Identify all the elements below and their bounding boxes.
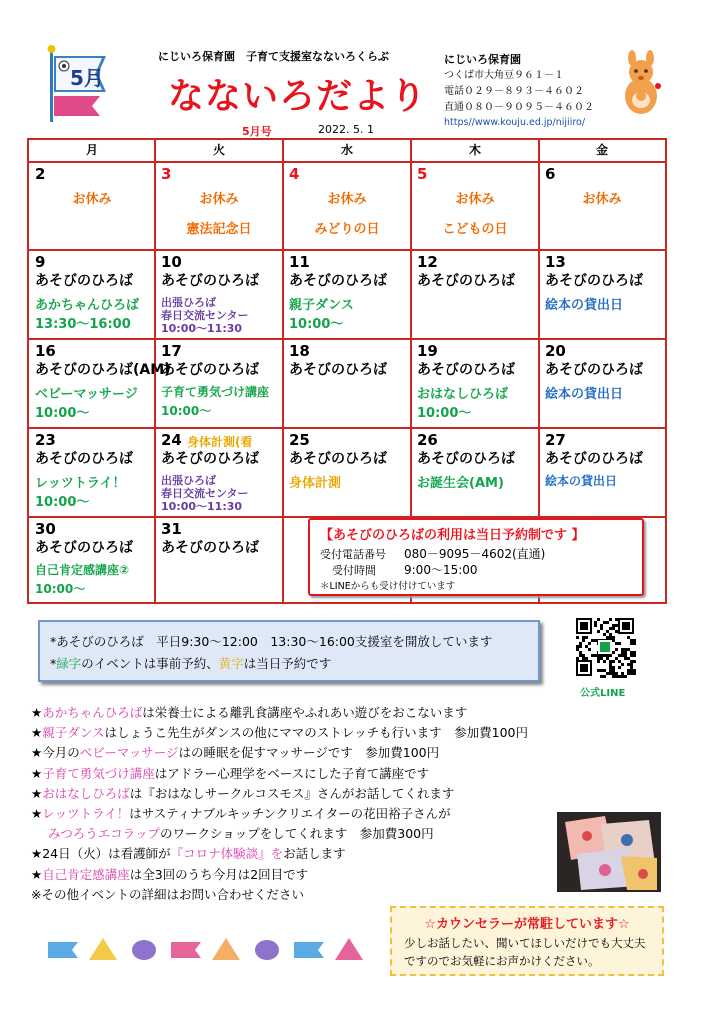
- calendar-day-cell: [285, 341, 409, 426]
- event-label: 10:00～: [289, 317, 344, 332]
- decoration-iris-icon: [132, 940, 156, 960]
- activity-main: あそびのひろば: [417, 451, 515, 467]
- note-bullet: ※: [31, 886, 42, 902]
- event-label: 13:30～16:00: [35, 317, 131, 332]
- activity-main: あそびのひろば: [289, 362, 387, 378]
- event-label: 10:00～11:30: [161, 500, 243, 513]
- day-number: 4: [289, 165, 300, 183]
- event-label: 10:00～: [35, 406, 90, 421]
- note-text: はサスティナブルキッチンクリエイターの花田裕子さんが: [129, 806, 451, 821]
- holiday-label: お休み: [327, 192, 367, 207]
- holiday-label: 憲法記念日: [186, 222, 252, 237]
- note-line: [31, 723, 528, 743]
- counselor-title: ☆カウンセラーが常駐しています☆: [424, 917, 630, 932]
- day-number: 13: [545, 253, 566, 271]
- activity-main: あそびのひろば: [545, 273, 643, 289]
- grid-hline: [29, 161, 665, 163]
- activity-main: あそびのひろば: [35, 540, 133, 556]
- calendar-day-cell: [413, 430, 537, 515]
- day-number: 25: [289, 431, 310, 449]
- info-line-legend: *緑字のイベントは事前予約、黄字は当日予約です: [50, 656, 332, 671]
- day-number: 5: [417, 165, 428, 183]
- calendar-day-cell: [157, 252, 281, 337]
- weekday-header: 月: [85, 143, 98, 157]
- holiday-label: お休み: [582, 192, 622, 207]
- day-number: 27: [545, 431, 566, 449]
- decoration-tri-icon: [212, 938, 240, 960]
- note-line: [31, 764, 429, 784]
- event-label: レッツトライ！: [35, 476, 126, 491]
- day-number: 31: [161, 520, 182, 538]
- contact-address: つくば市大角豆９６１－１: [444, 70, 564, 81]
- day-number: 6: [545, 165, 556, 183]
- activity-main: あそびのひろば(AM): [35, 362, 171, 378]
- event-label: ベビーマッサージ: [35, 387, 138, 402]
- holiday-label: お休み: [455, 192, 495, 207]
- decoration-tri-icon: [89, 938, 117, 960]
- website-link[interactable]: https//www.kouju.ed.jp/nijiiro/: [444, 117, 586, 128]
- issue-date: 2022. 5. 1: [318, 123, 374, 136]
- calendar-day-cell: [31, 519, 153, 600]
- event-label: おはなしひろば: [417, 387, 509, 402]
- activity-main: あそびのひろば: [161, 451, 259, 467]
- note-highlight: 『コロナ体験談』を: [170, 846, 284, 862]
- event-label: 子育て勇気づけ講座: [161, 385, 270, 399]
- event-label: 春日交流センター: [161, 309, 249, 322]
- calendar-day-cell: [157, 341, 281, 426]
- day-number: 30: [35, 520, 56, 538]
- day-number: 3: [161, 165, 172, 183]
- event-label: 10:00～11:30: [161, 322, 243, 335]
- event-label: 絵本の貸出日: [545, 298, 624, 313]
- note-line: [31, 703, 467, 723]
- reservation-title: 【あそびのひろばの利用は当日予約制です 】: [320, 528, 585, 543]
- qr-code-icon[interactable]: [574, 616, 636, 678]
- note-bullet: ★: [31, 745, 43, 761]
- event-label: お誕生会(AM): [417, 476, 504, 491]
- day-number: 17: [161, 342, 182, 360]
- reservation-note: ＊LINEからも受け付けています: [320, 581, 456, 592]
- day-number: 23: [35, 431, 56, 449]
- activity-main: あそびのひろば: [545, 451, 643, 467]
- note-line: [31, 784, 454, 804]
- calendar-day-cell: [413, 341, 537, 426]
- reservation-phone-value: 080－9095－4602(直通): [404, 547, 546, 561]
- calendar-day-cell: [31, 430, 153, 515]
- decoration-border-icon: [44, 936, 374, 964]
- day-number: 10: [161, 253, 182, 271]
- day-number: 26: [417, 431, 438, 449]
- activity-main: あそびのひろば: [417, 273, 515, 289]
- activity-main: あそびのひろば: [35, 451, 133, 467]
- event-label: 自己肯定感講座②: [35, 563, 130, 577]
- organization-line: にじいろ保育園 子育て支援室なないろくらぶ: [158, 50, 389, 63]
- badge-month: 5月: [70, 66, 104, 90]
- calendar-day-cell: [157, 164, 281, 248]
- note-highlight: 子育て勇気づけ講座: [42, 765, 155, 781]
- activity-main: あそびのひろば: [289, 451, 387, 467]
- reservation-phone-label: 受付電話番号: [320, 548, 386, 561]
- note-prefix: 今月の: [42, 745, 80, 761]
- counselor-box: [390, 906, 664, 976]
- weekday-header: 水: [340, 143, 353, 157]
- note-highlight: 自己肯定感講座: [42, 866, 130, 882]
- note-bullet: ★: [31, 806, 43, 821]
- note-prefix: 24日（火）は看護師が: [42, 846, 171, 862]
- note-line: [31, 743, 439, 763]
- note-text: その他イベントの詳細はお問い合わせください: [41, 886, 304, 902]
- event-label: 春日交流センター: [161, 487, 249, 500]
- weekday-header: 金: [595, 143, 608, 157]
- activity-main: あそびのひろば: [545, 362, 643, 378]
- decoration-fish-icon: [48, 942, 78, 958]
- contact-name: にじいろ保育園: [444, 53, 521, 66]
- note-highlight: 親子ダンス: [42, 725, 105, 741]
- note-line: [31, 885, 304, 905]
- event-label: 10:00～: [35, 582, 86, 596]
- note-line: [31, 865, 308, 885]
- event-label: 出張ひろば: [161, 296, 216, 309]
- note-highlight: ベビーマッサージ: [79, 745, 179, 761]
- kangaroo-mascot-icon: [615, 52, 667, 118]
- reservation-time-label: 受付時間: [332, 564, 376, 577]
- note-line: [31, 804, 451, 824]
- qr-label: 公式LINE: [580, 688, 626, 699]
- activity-main: あそびのひろば: [289, 273, 387, 289]
- note-bullet: ★: [31, 705, 43, 720]
- contact-direct: 直通０８０－９０９５－４６０２: [444, 102, 594, 113]
- activity-main: あそびのひろば: [161, 273, 259, 289]
- event-label: 身体計測: [289, 476, 342, 491]
- note-bullet: ★: [31, 846, 43, 862]
- decoration-iris-icon: [255, 940, 279, 960]
- day-number: 9: [35, 253, 46, 271]
- grid-vline: [282, 140, 284, 602]
- weekday-header: 木: [468, 143, 481, 157]
- day-note: 身体計測(看: [187, 435, 253, 449]
- issue-label: 5月号: [242, 125, 272, 138]
- grid-hline: [29, 338, 665, 340]
- note-text: はしょうこ先生がダンスの他にママのストレッチも行います 参加費100円: [104, 725, 528, 741]
- note-highlight: みつろうエコラップ: [48, 826, 161, 842]
- legend-green: 緑字: [56, 656, 82, 671]
- day-number: 19: [417, 342, 438, 360]
- day-number: 20: [545, 342, 566, 360]
- note-highlight: おはなしひろば: [42, 785, 130, 801]
- contact-block: [444, 52, 594, 116]
- note-line: [31, 844, 346, 864]
- calendar-day-cell: [413, 252, 537, 337]
- event-label: 絵本の貸出日: [545, 387, 624, 402]
- weekday-header: 火: [212, 143, 225, 157]
- holiday-label: お休み: [199, 192, 239, 207]
- event-label: 出張ひろば: [161, 474, 216, 487]
- event-label: 10:00～: [35, 495, 90, 510]
- decoration-fish-icon: [171, 942, 201, 958]
- event-label: 10:00～: [161, 404, 212, 418]
- note-bullet: ★: [31, 785, 43, 801]
- decoration-fish-icon: [294, 942, 324, 958]
- note-highlight: レッツトライ！: [42, 806, 130, 821]
- day-number: 18: [289, 342, 310, 360]
- note-bullet: ★: [31, 866, 43, 882]
- reservation-box: [308, 518, 644, 596]
- reservation-time-value: 9:00～15:00: [404, 563, 478, 577]
- calendar-day-cell: [541, 430, 663, 515]
- calendar-day-cell: [541, 252, 663, 337]
- holiday-label: みどりの日: [314, 222, 380, 237]
- newsletter-title: なないろだより: [168, 76, 428, 117]
- day-number: 16: [35, 342, 56, 360]
- contact-phone: 電話０２９－８９３－４６０２: [444, 86, 584, 97]
- holiday-label: こどもの日: [442, 222, 508, 237]
- calendar-day-cell: [285, 430, 409, 515]
- info-line-hours: *あそびのひろば 平日9:30～12:00 13:30～16:00支援室を開放しています: [50, 634, 493, 649]
- info-box: [38, 620, 540, 682]
- note-bullet: ★: [31, 765, 43, 781]
- grid-hline: [29, 249, 665, 251]
- event-label: 10:00～: [417, 406, 472, 421]
- note-line: [48, 824, 434, 844]
- beeswax-wrap-photo: [557, 812, 661, 892]
- activity-main: あそびのひろば: [417, 362, 515, 378]
- note-text: は全3回のうち今月は2回目です: [129, 866, 309, 882]
- decoration-tri-icon: [335, 938, 363, 960]
- activity-main: あそびのひろば: [161, 540, 259, 556]
- note-text: のワークショップをしてくれます 参加費300円: [160, 826, 434, 842]
- calendar-day-cell: [31, 164, 153, 248]
- calendar-day-cell: [157, 519, 281, 600]
- note-text: お話します: [283, 846, 346, 862]
- day-number: 2: [35, 165, 46, 183]
- calendar-day-cell: [31, 252, 153, 337]
- counselor-body: 少しお話したい、聞いてほしいだけでも大丈夫ですのでお気軽にお声かけください。: [404, 936, 646, 968]
- grid-hline: [29, 427, 665, 429]
- calendar-day-cell: [31, 341, 171, 426]
- event-label: 親子ダンス: [289, 298, 354, 313]
- calendar-day-cell: [285, 252, 409, 337]
- event-label: 絵本の貸出日: [545, 474, 618, 488]
- note-bullet: ★: [31, 725, 43, 741]
- day-number: 11: [289, 253, 310, 271]
- activity-main: あそびのひろば: [161, 362, 259, 378]
- event-label: あかちゃんひろば: [35, 298, 140, 313]
- day-number: 24: [161, 431, 182, 449]
- legend-yellow: 黄字: [218, 656, 244, 671]
- note-text: は『おはなしサークルコスモス』さんがお話してくれます: [129, 785, 455, 801]
- note-text: はアドラー心理学をベースにした子育て講座です: [154, 765, 430, 781]
- calendar-day-cell: [285, 164, 409, 248]
- day-number: 12: [417, 253, 438, 271]
- activity-main: あそびのひろば: [35, 273, 133, 289]
- holiday-label: お休み: [72, 192, 112, 207]
- note-text: はの睡眠を促すマッサージです 参加費100円: [178, 745, 440, 761]
- note-highlight: あかちゃんひろば: [42, 705, 143, 720]
- note-text: は栄養士による離乳食講座やふれあい遊びをおこないます: [142, 705, 468, 720]
- calendar-day-cell: [157, 430, 281, 515]
- calendar-day-cell: [541, 341, 663, 426]
- calendar-day-cell: [413, 164, 537, 248]
- koinobori-badge-icon: [44, 44, 114, 122]
- calendar-day-cell: [541, 164, 663, 248]
